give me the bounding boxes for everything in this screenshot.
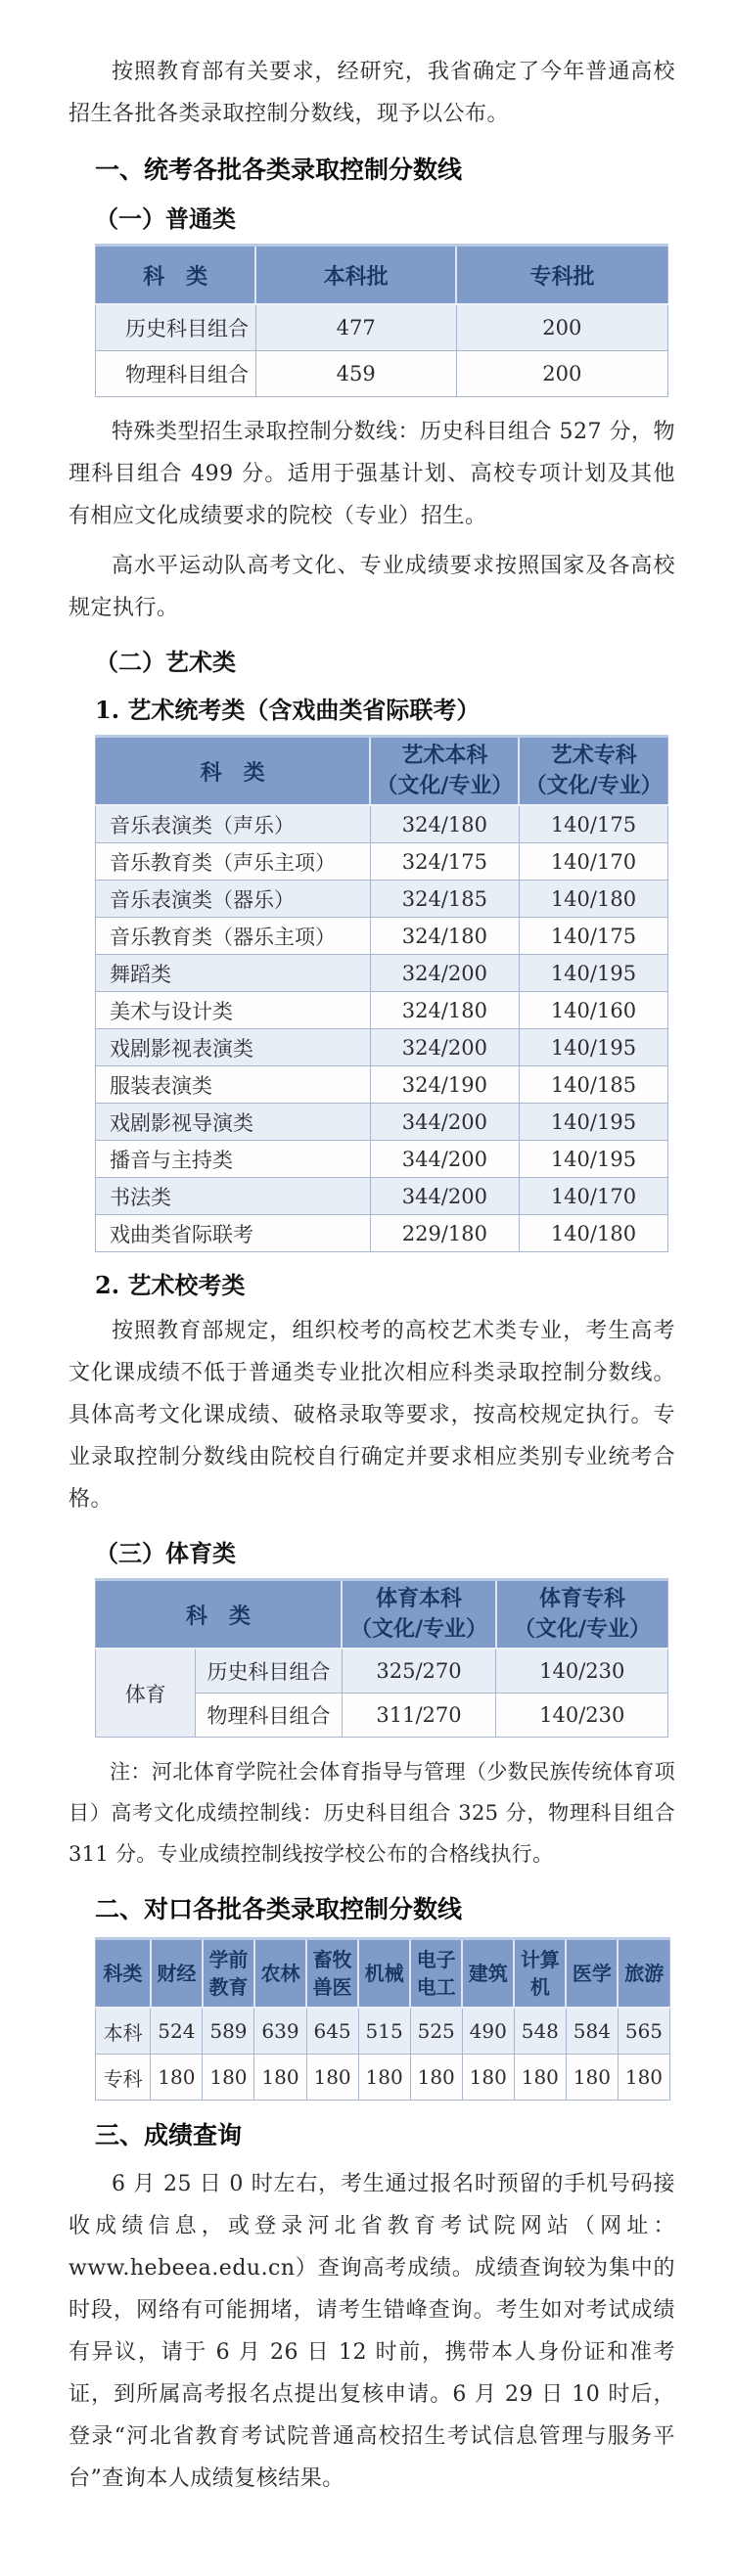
table-cell: 戏曲类省际联考 [96,1215,371,1252]
table-row [96,304,668,351]
table-cell: 180 [306,2055,358,2101]
table-cell: 140/180 [519,1215,667,1252]
table-cell: 音乐教育类（声乐主项） [96,843,371,881]
sports-team-note: 高水平运动队高考文化、专业成绩要求按照国家及各高校规定执行。 [69,554,675,620]
column-header-art-zhuanke [519,737,667,806]
table-cell: 324/180 [370,805,519,843]
table-cell: 324/180 [370,918,519,955]
table-cell: 459 [255,351,456,397]
sport-group-cell: 体育 [96,1649,196,1738]
table-header-row [96,246,668,305]
table-cell: 140/160 [519,992,667,1029]
column-header: 建筑 [462,1939,514,2009]
column-header-zhuanke: 专科批 [456,246,667,305]
section-title-vocational: 二、对口各批各类录取控制分数线 [95,1896,463,1923]
table-cell: 戏剧影视导演类 [96,1104,371,1141]
vocational-score-table [95,1937,670,2101]
general-class-score-table [95,244,668,397]
table-cell: 565 [618,2008,669,2055]
table-cell: 180 [254,2055,306,2101]
table-cell: 324/175 [370,843,519,881]
table-cell: 140/170 [519,843,667,881]
table-cell: 140/195 [519,1104,667,1141]
table-cell: 524 [151,2008,203,2055]
table-cell: 584 [566,2008,618,2055]
table-cell: 645 [306,2008,358,2055]
column-header-sport-zhuanke [496,1580,668,1650]
art-school-exam-paragraph: 按照教育部规定，组织校考的高校艺术类专业，考生高考文化课成绩不低于普通类专业批次相应科类录取控制分数线。具体高考文化课成绩、破格录取等要求，按高校规定执行。专业录取控制分数线由院校自行确定并要求相应类别专业统考合格。 [69,1319,675,1512]
table-cell: 325/270 [342,1649,496,1694]
table-cell: 525 [410,2008,462,2055]
table-cell: 服装表演类 [96,1066,371,1104]
column-header-sport-benke [342,1580,496,1650]
table-row [96,992,668,1029]
table-cell: 515 [358,2008,410,2055]
subsection-title-sports-class: （三）体育类 [95,1539,236,1567]
table-cell: 专科 [96,2055,151,2101]
table-cell: 140/175 [519,918,667,955]
table-cell: 200 [456,304,667,351]
column-header: 学前教育 [203,1939,254,2009]
table-cell: 324/190 [370,1066,519,1104]
table-row [96,881,668,918]
table-cell: 140/195 [519,1141,667,1178]
table-cell: 本科 [96,2008,151,2055]
table-row [96,1178,668,1215]
table-cell: 180 [514,2055,566,2101]
table-cell: 180 [618,2055,669,2101]
column-header-category: 科 类 [96,246,256,305]
header-line2: （文化/专业） [349,1616,488,1642]
special-admission-note: 特殊类型招生录取控制分数线：历史科目组合 527 分，物理科目组合 499 分。适用于强基计划、高校专项计划及其他有相应文化成绩要求的院校（专业）招生。 [69,420,675,528]
table-row [96,351,668,397]
header-line1: 艺术专科 [550,743,637,768]
table-cell: 140/195 [519,955,667,992]
table-row [96,805,668,843]
section-title-unified-exam: 一、统考各批各类录取控制分数线 [95,157,463,184]
table-cell: 舞蹈类 [96,955,371,992]
table-row [96,955,668,992]
table-cell: 180 [203,2055,254,2101]
table-cell: 490 [462,2008,514,2055]
table-row [96,1141,668,1178]
sports-class-score-table [95,1578,668,1738]
column-header: 旅游 [618,1939,669,2009]
table-cell: 548 [514,2008,566,2055]
table-cell: 美术与设计类 [96,992,371,1029]
table-cell: 历史科目组合 [196,1649,342,1694]
header-line2: （文化/专业） [525,773,663,798]
column-header: 财经 [151,1939,203,2009]
header-line1: 艺术本科 [401,743,488,768]
table-cell: 历史科目组合 [96,304,256,351]
column-header: 电子电工 [410,1939,462,2009]
table-row [96,2055,670,2101]
table-cell: 180 [462,2055,514,2101]
table-cell: 344/200 [370,1104,519,1141]
art-unified-exam-score-table [95,735,668,1252]
table-header-row [96,1580,668,1650]
table-cell: 311/270 [342,1694,496,1738]
table-cell: 戏剧影视表演类 [96,1029,371,1066]
table-cell: 140/175 [519,805,667,843]
table-cell: 344/200 [370,1178,519,1215]
header-line2: （文化/专业） [376,773,514,798]
table-cell: 200 [456,351,667,397]
section-title-score-query: 三、成绩查询 [95,2122,243,2149]
subsection-title-general-class: （一）普通类 [95,204,236,233]
column-header-category: 科 类 [96,1580,343,1650]
table-cell: 播音与主持类 [96,1141,371,1178]
column-header: 科类 [96,1939,151,2009]
column-header-art-benke [370,737,519,806]
subsection-title-art-class: （二）艺术类 [95,648,236,676]
table-cell: 物理科目组合 [196,1694,342,1738]
table-cell: 229/180 [370,1215,519,1252]
table-header-row [96,1939,670,2009]
table-cell: 477 [255,304,456,351]
column-header-benke: 本科批 [255,246,456,305]
table-row [96,2008,670,2055]
table-cell: 324/185 [370,881,519,918]
table-cell: 344/200 [370,1141,519,1178]
column-header: 农林 [254,1939,306,2009]
score-query-paragraph: 6 月 25 日 0 时左右，考生通过报名时预留的手机号码接收成绩信息，或登录河北省教育考试院网站（网址：www.hebeea.edu.cn）查询高考成绩。成绩查询较为集中的时段，网络有可能拥堵，请考生错峰查询。考生如对考试成绩有异议，请于 6 月 26 日 12 时前，携带本人身份证和准考证，到所属高考报名点提出复核申请。6 月 29 日 10 时后，登录“河北省教育考试院普通高校招生考试信息管理与服务平台”查询本人成绩复核结果。 [69,2172,675,2491]
header-line1: 体育本科 [376,1586,463,1611]
table-cell: 180 [410,2055,462,2101]
column-header: 畜牧兽医 [306,1939,358,2009]
table-cell: 324/200 [370,955,519,992]
table-cell: 639 [254,2008,306,2055]
column-header: 医学 [566,1939,618,2009]
table-row [96,1029,668,1066]
column-header: 计算机 [514,1939,566,2009]
intro-paragraph: 按照教育部有关要求，经研究，我省确定了今年普通高校招生各批各类录取控制分数线，现予以公布。 [69,60,675,126]
column-header: 机械 [358,1939,410,2009]
table-cell: 物理科目组合 [96,351,256,397]
table-row [96,1215,668,1252]
table-cell: 140/170 [519,1178,667,1215]
table-row [96,843,668,881]
header-line2: （文化/专业） [513,1616,652,1642]
table-cell: 音乐教育类（器乐主项） [96,918,371,955]
table-row [96,1104,668,1141]
sports-note-paragraph: 注：河北体育学院社会体育指导与管理（少数民族传统体育项目）高考文化成绩控制线：历史科目组合 325 分，物理科目组合 311 分。专业成绩控制线按学校公布的合格线执行。 [69,1760,675,1866]
subsection-title-art-unified-exam: 1. 艺术统考类（含戏曲类省际联考） [95,696,481,724]
table-cell: 音乐表演类（声乐） [96,805,371,843]
table-header-row [96,737,668,806]
table-cell: 书法类 [96,1178,371,1215]
header-line1: 体育专科 [538,1586,625,1611]
table-row [96,1649,668,1694]
table-cell: 589 [203,2008,254,2055]
table-cell: 324/180 [370,992,519,1029]
table-cell: 140/185 [519,1066,667,1104]
table-cell: 140/195 [519,1029,667,1066]
table-row [96,1066,668,1104]
subsection-title-art-school-exam: 2. 艺术校考类 [95,1271,246,1299]
table-row [96,918,668,955]
table-cell: 324/200 [370,1029,519,1066]
column-header-category: 科 类 [96,737,371,806]
table-cell: 180 [566,2055,618,2101]
table-cell: 音乐表演类（器乐） [96,881,371,918]
table-cell: 140/230 [496,1694,668,1738]
table-cell: 180 [151,2055,203,2101]
table-cell: 140/180 [519,881,667,918]
table-cell: 140/230 [496,1649,668,1694]
table-cell: 180 [358,2055,410,2101]
